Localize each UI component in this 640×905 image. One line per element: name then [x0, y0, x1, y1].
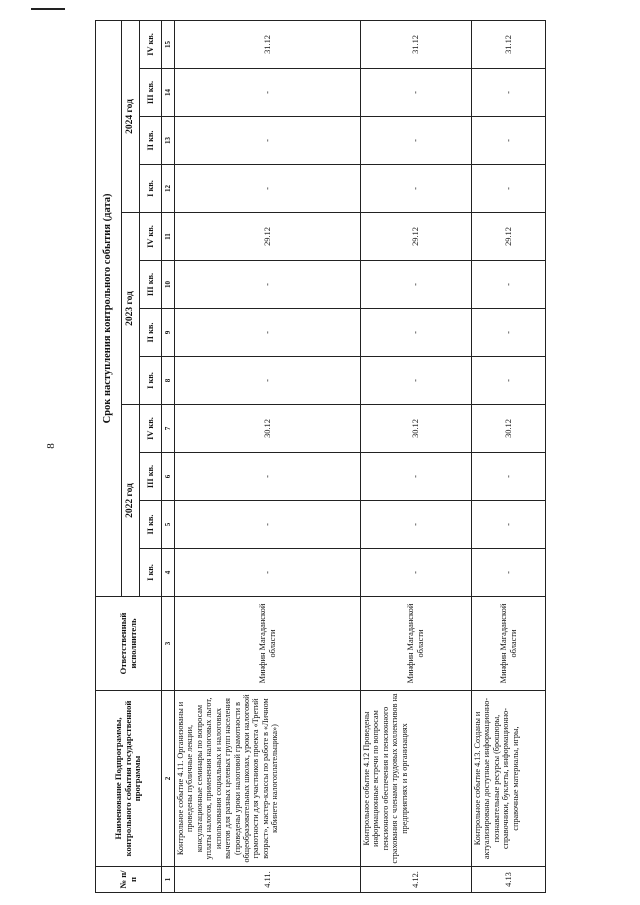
header-quarter: IV кв.	[140, 213, 162, 261]
header-quarter: I кв.	[140, 549, 162, 597]
date-cell: -	[361, 309, 472, 357]
event-name: Контрольное событие 4.12 Проведены информационные встречи по вопросам пенсионного обеспечения и пенсионного страхования с членами трудовых коллективов на предприятиях и в организациях	[361, 691, 472, 867]
event-name: Контрольное событие 4.11. Организованы и проведены публичные лекции, консультационные семинары по вопросам уплаты налогов, применения налоговых льгот, использования социальных и налоговых вычетов для разных целевых групп населения (проведены уроки налоговой грамотности в общеобразовательных школах, уроки налоговой грамотности для участников проекта «Третий возраст», мастер-классы по работе в «Личном кабинете налогоплательщика»)	[175, 691, 361, 867]
rotated-table-sheet	[95, 23, 545, 893]
header-quarter: II кв.	[140, 309, 162, 357]
date-cell: -	[361, 165, 472, 213]
row-number: 4.13	[472, 867, 546, 893]
date-cell: -	[472, 357, 546, 405]
date-cell: -	[472, 165, 546, 213]
date-cell: -	[175, 501, 361, 549]
control-events-table	[95, 20, 546, 893]
date-cell: -	[175, 69, 361, 117]
date-cell: -	[361, 549, 472, 597]
header-quarter: II кв.	[140, 117, 162, 165]
date-cell: -	[472, 453, 546, 501]
column-number: 6	[162, 453, 175, 501]
date-cell: 31.12	[175, 20, 361, 68]
column-number: 2	[162, 691, 175, 867]
header-quarter: III кв.	[140, 69, 162, 117]
header-quarter: III кв.	[140, 261, 162, 309]
date-cell: -	[175, 165, 361, 213]
responsible-executor: Минфин Магаданской области	[361, 597, 472, 691]
column-number: 12	[162, 165, 175, 213]
date-cell: -	[472, 117, 546, 165]
column-number: 7	[162, 405, 175, 453]
header-responsible: Ответственный исполнитель	[96, 597, 162, 691]
column-number: 3	[162, 597, 175, 691]
column-number: 1	[162, 867, 175, 893]
column-number: 13	[162, 117, 175, 165]
row-number: 4.12.	[361, 867, 472, 893]
table-row	[175, 20, 361, 892]
responsible-executor: Минфин Магаданской области	[472, 597, 546, 691]
date-cell: -	[361, 357, 472, 405]
date-cell: 29.12	[472, 213, 546, 261]
header-year-2022: 2022 год	[122, 405, 140, 597]
date-cell: -	[472, 261, 546, 309]
header-quarter: IV кв.	[140, 20, 162, 68]
date-cell: -	[361, 261, 472, 309]
header-num: № п/п	[96, 867, 162, 893]
date-cell: 29.12	[361, 213, 472, 261]
column-number: 9	[162, 309, 175, 357]
header-dates: Срок наступления контрольного события (дата)	[96, 20, 122, 596]
date-cell: 31.12	[361, 20, 472, 68]
date-cell: -	[361, 453, 472, 501]
column-number: 8	[162, 357, 175, 405]
date-cell: -	[175, 453, 361, 501]
header-quarter: IV кв.	[140, 405, 162, 453]
date-cell: -	[472, 309, 546, 357]
date-cell: -	[175, 117, 361, 165]
date-cell: -	[472, 549, 546, 597]
date-cell: -	[175, 261, 361, 309]
header-quarter: III кв.	[140, 453, 162, 501]
row-number: 4.11.	[175, 867, 361, 893]
header-year-2024: 2024 год	[122, 20, 140, 212]
header-year-2023: 2023 год	[122, 213, 140, 405]
date-cell: 29.12	[175, 213, 361, 261]
date-cell: -	[472, 69, 546, 117]
date-cell: -	[361, 117, 472, 165]
header-quarter: II кв.	[140, 501, 162, 549]
date-cell: -	[361, 501, 472, 549]
column-number: 14	[162, 69, 175, 117]
column-number: 15	[162, 20, 175, 68]
event-name: Контрольное событие 4.13. Созданы и актуализированы доступные информационно-познавательные ресурсы (брошюры, справочники, буклеты, информационно-справочные материалы, игры,	[472, 691, 546, 867]
column-number: 4	[162, 549, 175, 597]
table-row	[361, 20, 472, 892]
date-cell: 31.12	[472, 20, 546, 68]
date-cell: -	[175, 549, 361, 597]
column-number: 5	[162, 501, 175, 549]
table-row	[472, 20, 546, 892]
date-cell: 30.12	[361, 405, 472, 453]
column-number: 10	[162, 261, 175, 309]
page-number: 8	[44, 443, 57, 449]
top-left-rule	[31, 8, 65, 10]
date-cell: -	[175, 309, 361, 357]
header-quarter: I кв.	[140, 357, 162, 405]
header-name: Наименование Подпрограммы, контрольного события государственной программы	[96, 691, 162, 867]
date-cell: 30.12	[472, 405, 546, 453]
date-cell: -	[175, 357, 361, 405]
date-cell: 30.12	[175, 405, 361, 453]
date-cell: -	[472, 501, 546, 549]
header-quarter: I кв.	[140, 165, 162, 213]
column-number: 11	[162, 213, 175, 261]
responsible-executor: Минфин Магаданской области	[175, 597, 361, 691]
date-cell: -	[361, 69, 472, 117]
